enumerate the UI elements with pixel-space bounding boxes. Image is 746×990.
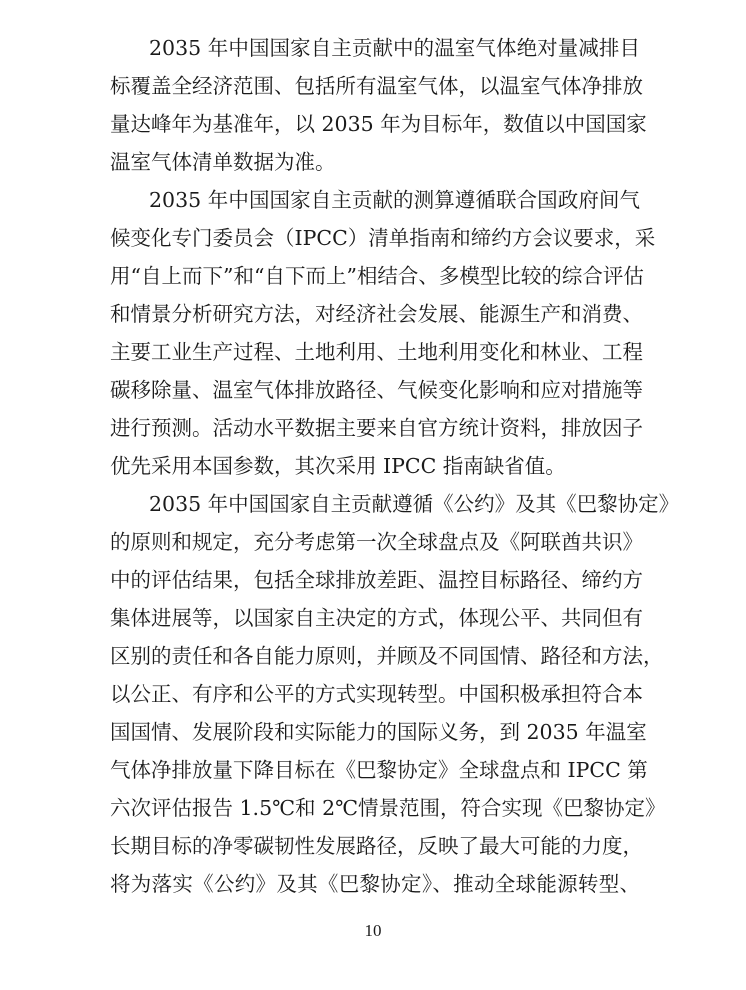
paragraph-2-line-3: 用“自上而下”和“自下而上”相结合、多模型比较的综合评估 <box>110 264 644 288</box>
paragraph-1-line-2: 标覆盖全经济范围、包括所有温室气体，以温室气体净排放 <box>110 74 643 98</box>
paragraph-3-line-9: 六次评估报告 1.5℃和 2℃情景范围，符合实现《巴黎协定》 <box>110 796 666 820</box>
paragraph-3-line-2: 的原则和规定，充分考虑第一次全球盘点及《阿联酋共识》 <box>110 530 643 554</box>
paragraph-1-line-3: 量达峰年为基准年，以 2035 年为目标年，数值以中国国家 <box>110 112 647 136</box>
paragraph-3-line-10: 长期目标的净零碳韧性发展路径，反映了最大可能的力度， <box>110 834 643 858</box>
page-number: 10 <box>364 921 382 940</box>
paragraph-3-line-11: 将为落实《公约》及其《巴黎协定》、推动全球能源转型、 <box>110 872 640 896</box>
paragraph-2-line-1: 2035 年中国国家自主贡献的测算遵循联合国政府间气 <box>149 188 640 212</box>
paragraph-3-line-6: 以公正、有序和公平的方式实现转型。中国积极承担符合本 <box>110 682 643 706</box>
paragraph-2-line-8: 优先采用本国参数，其次采用 IPCC 指南缺省值。 <box>110 454 566 478</box>
paragraph-3-line-8: 气体净排放量下降目标在《巴黎协定》全球盘点和 IPCC 第 <box>110 758 648 782</box>
paragraph-2-line-4: 和情景分析研究方法，对经济社会发展、能源生产和消费、 <box>110 302 643 326</box>
paragraph-3-line-1: 2035 年中国国家自主贡献遵循《公约》及其《巴黎协定》 <box>149 492 680 516</box>
paragraph-1-line-4: 温室气体清单数据为准。 <box>110 150 336 174</box>
paragraph-2-line-7: 进行预测。活动水平数据主要来自官方统计资料，排放因子 <box>110 416 643 440</box>
paragraph-2-line-5: 主要工业生产过程、土地利用、土地利用变化和林业、工程 <box>110 340 643 364</box>
paragraph-2-line-2: 候变化专门委员会（IPCC）清单指南和缔约方会议要求，采 <box>110 226 656 250</box>
paragraph-3-line-7: 国国情、发展阶段和实际能力的国际义务，到 2035 年温室 <box>110 720 647 744</box>
paragraph-2-line-6: 碳移除量、温室气体排放路径、气候变化影响和应对措施等 <box>110 378 643 402</box>
paragraph-3-line-5: 区别的责任和各自能力原则，并顾及不同国情、路径和方法， <box>110 644 664 668</box>
paragraph-3-line-4: 集体进展等，以国家自主决定的方式，体现公平、共同但有 <box>110 606 643 630</box>
paragraph-1-line-1: 2035 年中国国家自主贡献中的温室气体绝对量减排目 <box>149 36 640 60</box>
paragraph-3-line-3: 中的评估结果，包括全球排放差距、温控目标路径、缔约方 <box>110 568 643 592</box>
